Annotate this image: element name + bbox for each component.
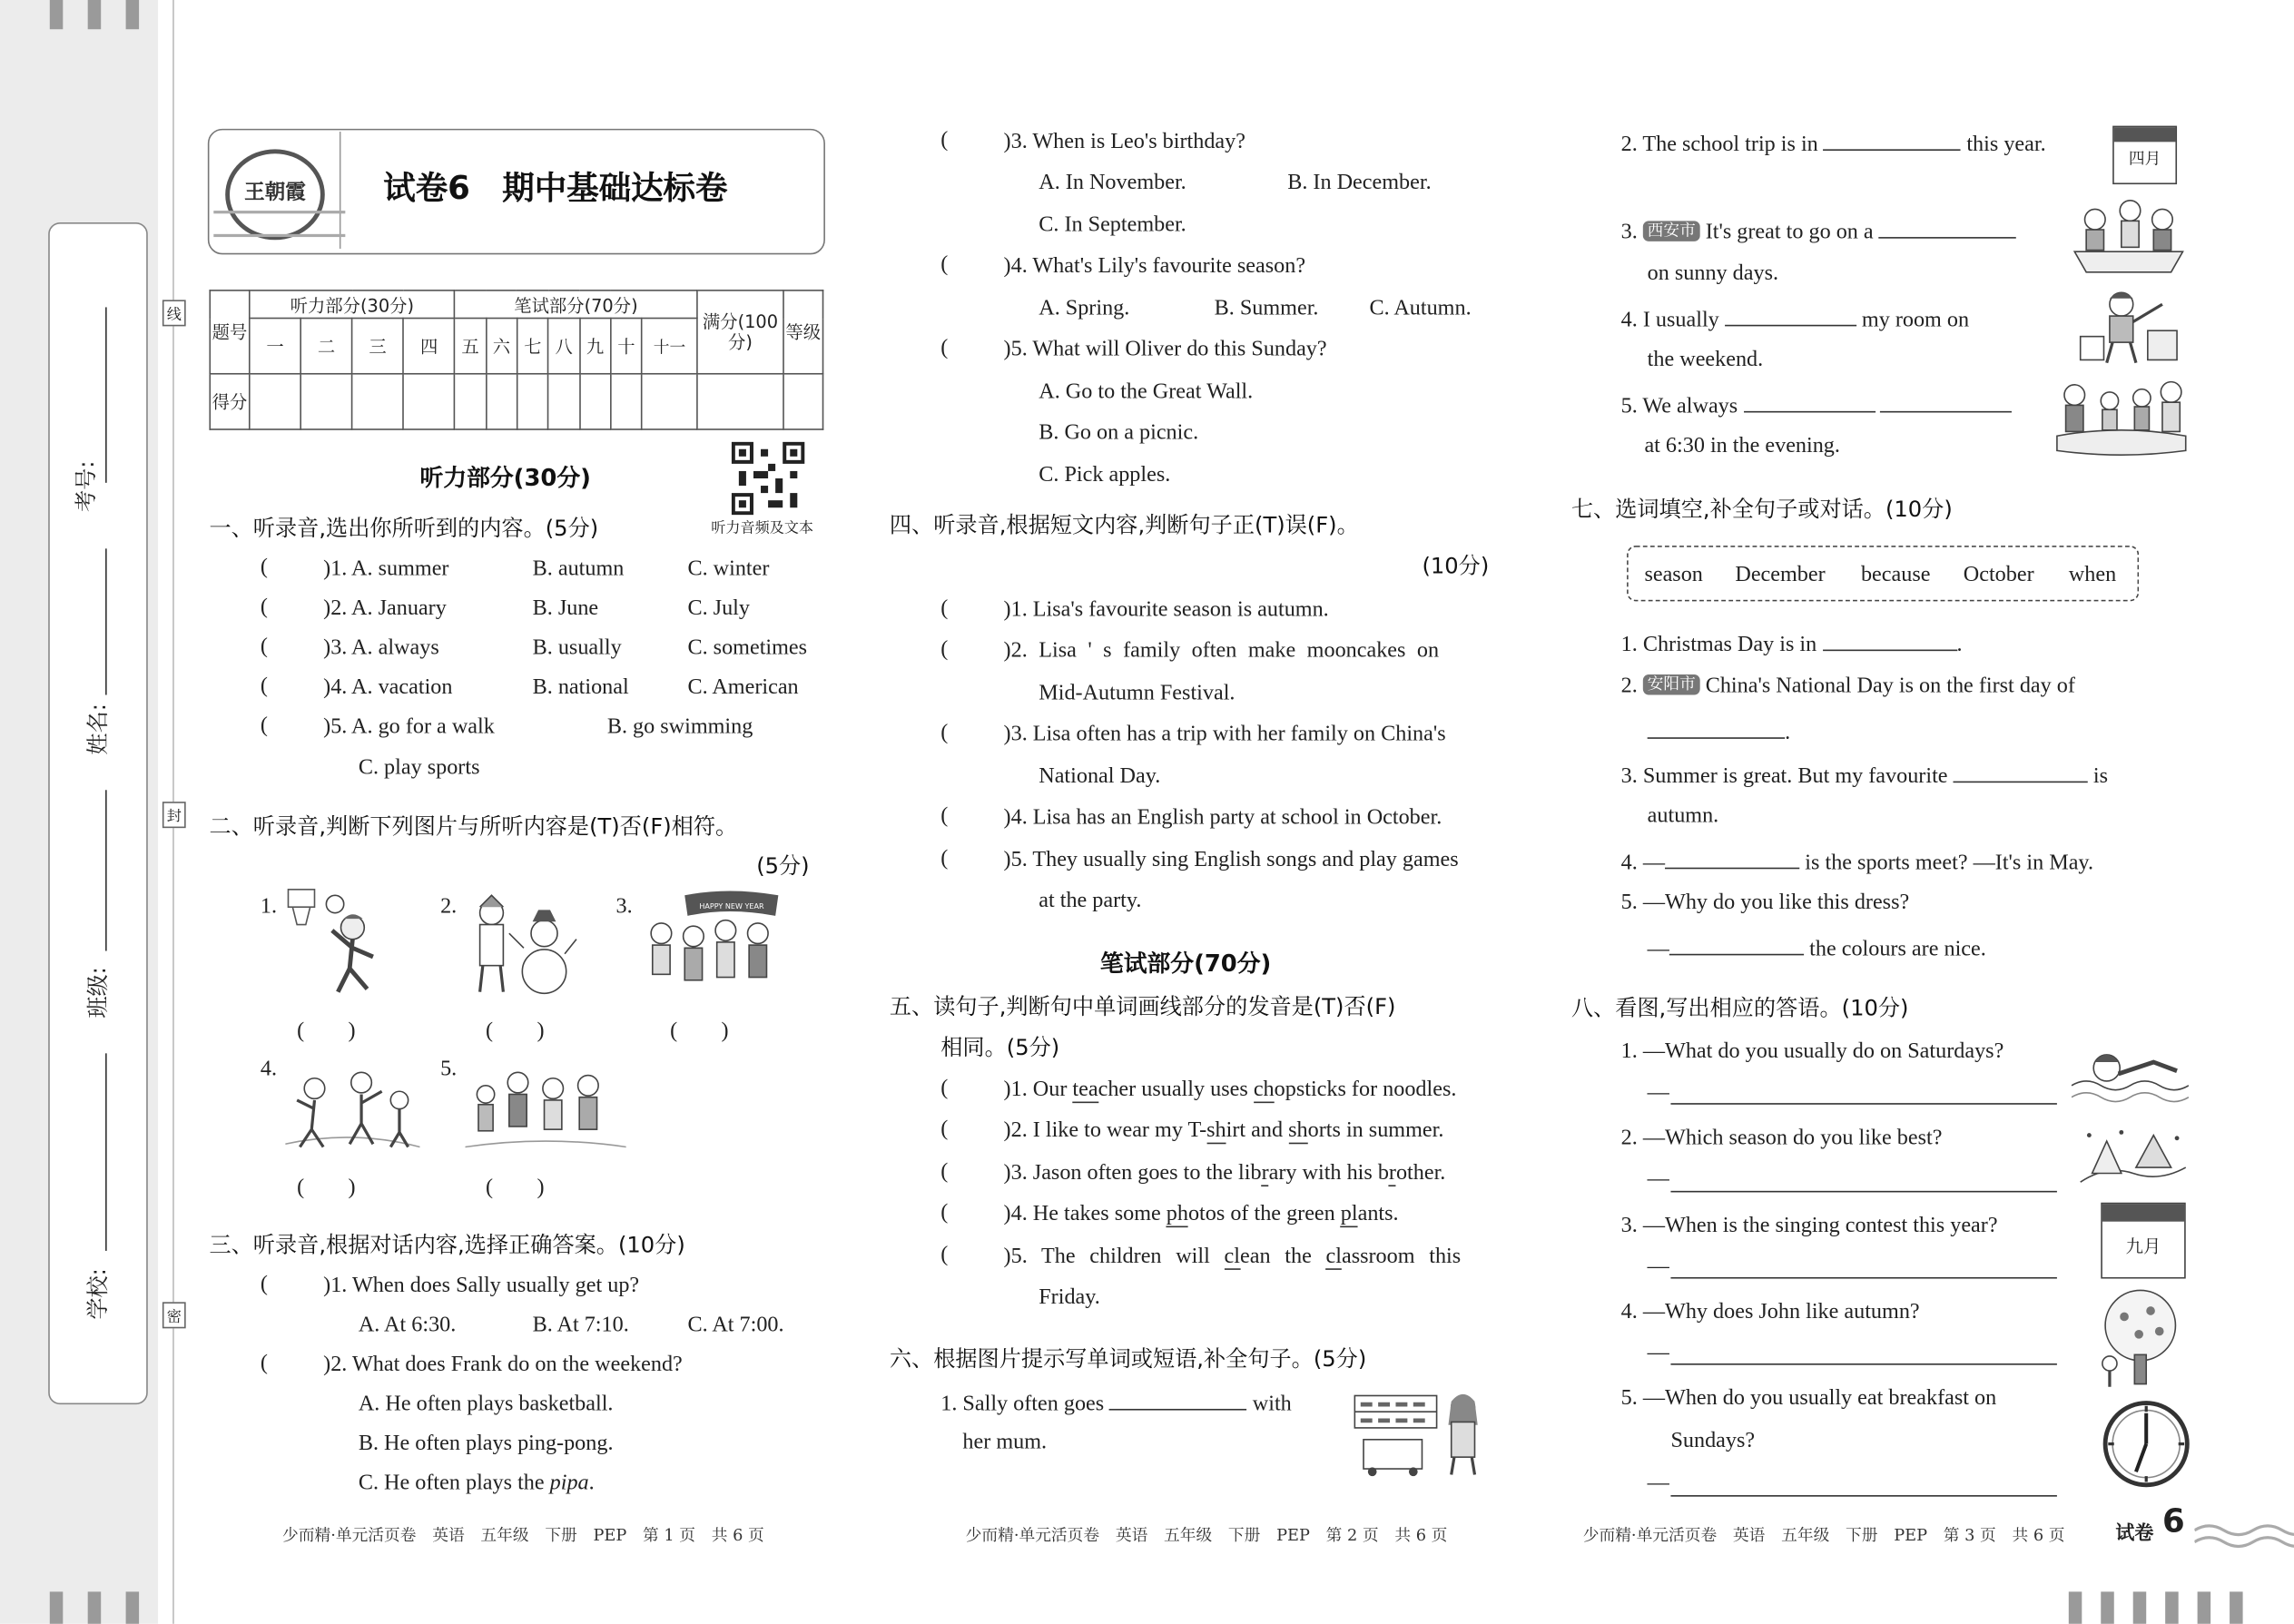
pic-number: 5. [440, 1058, 458, 1081]
s8-q5: 5. —When do you usually eat breakfast on [1620, 1386, 1997, 1411]
footer-page-3: 少而精·单元活页卷 英语 五年级 下册 PEP 第 3 页 共 6 页 [1582, 1525, 2065, 1545]
dash: — [1647, 1255, 1669, 1279]
paper-number: 6 [2161, 1503, 2185, 1541]
snowman-picture [465, 890, 582, 1000]
answer-paren[interactable]: ( [940, 804, 949, 829]
boy-basketball-picture [285, 887, 395, 1001]
s7-item-3 [1621, 761, 2108, 790]
binding-mark [2165, 1591, 2179, 1623]
calendar-top [2102, 1204, 2184, 1221]
section-5-title-cont: 相同。(5分) [940, 1034, 1060, 1061]
answer-paren[interactable]: ( [260, 674, 268, 698]
new-year-picture [641, 887, 782, 1004]
grade: 等级 [783, 290, 823, 374]
score-cell[interactable] [300, 374, 352, 429]
s5-item-3 [1004, 1160, 1446, 1186]
binding-mark [126, 1591, 140, 1623]
s3-q5-a: A. Go to the Great Wall. [1039, 380, 1254, 404]
s8-q1: 1. —What do you usually do on Saturdays? [1620, 1039, 2004, 1064]
binding-mark [88, 0, 102, 29]
s5-item-2 [1004, 1117, 1444, 1144]
s3-q2-c-text: C. He often plays the [358, 1471, 550, 1496]
binding-mark [50, 0, 64, 29]
city-badge: 西安市 [1643, 221, 1700, 241]
clock-picture [2101, 1399, 2191, 1490]
text: )5. The children will [1003, 1245, 1225, 1269]
s1-item-4: )4. A. vacation [323, 675, 453, 700]
s4-item-3-cont: National Day. [1039, 764, 1161, 789]
text: ary with his b [1268, 1161, 1389, 1186]
score-table [209, 290, 823, 430]
answer-blank[interactable] [1879, 217, 2016, 239]
text: irt and [1226, 1118, 1289, 1143]
winter-scene-picture [2077, 1124, 2188, 1191]
col-number: 四 [403, 319, 455, 374]
logo-text: 王朝霞 [244, 181, 306, 205]
pic-number: 4. [260, 1058, 277, 1081]
s3-q3: )3. When is Leo's birthday? [1003, 130, 1245, 154]
text: China's National Day is on the first day of [1705, 674, 2075, 698]
text: — [1647, 938, 1669, 961]
answer-line[interactable] [1670, 1277, 2056, 1279]
s4-item-2: )2. Lisa ' s family often make mooncakes on [1003, 639, 1440, 664]
s3-q3-a: A. In November. [1039, 171, 1186, 195]
row-label: 题号 [210, 290, 250, 374]
text: . [1956, 633, 1963, 657]
underlined-part: ph [1166, 1202, 1188, 1226]
score-cell[interactable] [352, 374, 404, 429]
answer-paren[interactable]: ( ) [486, 1176, 545, 1200]
text: )4. He takes some [1003, 1202, 1167, 1226]
supermarket-picture [1352, 1387, 1489, 1478]
col-number: 十一 [642, 319, 697, 374]
underlined-part: ch [1253, 1078, 1275, 1102]
s1-item-5-b: B. go swimming [606, 715, 753, 739]
col-number: 五 [455, 319, 486, 374]
text: 5. We always [1620, 395, 1738, 418]
score-cell[interactable] [697, 374, 783, 429]
score-cell[interactable] [783, 374, 823, 429]
binding-mark [2133, 1591, 2147, 1623]
s8-q5-cont: Sundays? [1670, 1429, 1756, 1453]
s5-item-1 [1004, 1077, 1457, 1103]
row-label: 得分 [210, 374, 250, 429]
s5-item-5 [1004, 1244, 1462, 1270]
page-title: 试卷6 期中基础达标卷 [383, 171, 728, 208]
score-cell[interactable] [455, 374, 486, 429]
answer-blank[interactable] [1665, 847, 1799, 869]
s5-item-5-cont: Friday. [1039, 1285, 1100, 1310]
text: assroom this [1341, 1245, 1462, 1269]
s7-item-3-cont: autumn. [1647, 804, 1719, 829]
score-cell[interactable] [403, 374, 455, 429]
underlined-part: sh [1288, 1118, 1308, 1143]
answer-line[interactable] [1670, 1363, 2056, 1365]
section-4-score: (10分) [1422, 553, 1490, 580]
s8-q3: 3. —When is the singing contest this year? [1620, 1214, 1998, 1238]
s3-q5-c: C. Pick apples. [1039, 463, 1171, 487]
s3-q5: )5. What will Oliver do this Sunday? [1003, 338, 1327, 362]
s8-q2: 2. —Which season do you like best? [1620, 1126, 1943, 1150]
dash: — [1647, 1167, 1669, 1191]
s1-item-5: )5. A. go for a walk [323, 715, 495, 739]
underlined-part: cl [1224, 1245, 1241, 1269]
answer-paren[interactable]: ( [940, 1077, 949, 1100]
answer-blank[interactable] [1109, 1388, 1246, 1410]
city-badge: 安阳市 [1643, 674, 1700, 695]
s1-item-3: )3. A. always [323, 636, 439, 660]
paper-label: 试卷 [2115, 1522, 2154, 1545]
answer-paren[interactable]: ( [940, 1117, 949, 1142]
s4-item-5: )5. They usually sing English songs and play games [1003, 848, 1459, 872]
section-8-title: 八、看图,写出相应的答语。(10分) [1570, 994, 1909, 1021]
col-number: 八 [548, 319, 579, 374]
s6-item-1 [940, 1388, 1292, 1417]
pic-number: 1. [260, 895, 277, 920]
s7-item-4 [1621, 847, 2093, 876]
s3-q2-c [359, 1471, 595, 1497]
word-bank-item: October [1963, 563, 2034, 587]
answer-paren[interactable]: ( [260, 1352, 268, 1375]
s1-item-1-c: C. winter [687, 557, 770, 581]
s6-item-1-cont: her mum. [962, 1431, 1048, 1454]
footer-page-1: 少而精·单元活页卷 英语 五年级 下册 PEP 第 1 页 共 6 页 [282, 1525, 764, 1545]
text: )3. Jason often goes to the lib [1003, 1161, 1262, 1186]
school-label: 学校: [84, 1268, 112, 1320]
s4-item-5-cont: at the party. [1039, 889, 1142, 913]
s1-item-1-b: B. autumn [532, 557, 625, 581]
text: )1. Our [1003, 1078, 1073, 1102]
s6-item-3-cont: on sunny days. [1647, 261, 1779, 286]
calendar-september-text: 九月 [2125, 1235, 2161, 1257]
dash: — [1647, 1080, 1669, 1105]
s1-item-3-c: C. sometimes [687, 636, 808, 660]
s7-item-1 [1621, 629, 1963, 658]
s4-item-3: )3. Lisa often has a trip with her family on China's [1003, 723, 1446, 746]
class-label: 班级: [84, 967, 112, 1019]
score-cell[interactable] [548, 374, 579, 429]
s3-q3-c: C. In September. [1039, 213, 1186, 238]
answer-paren[interactable]: ( ) [670, 1019, 729, 1044]
s3-q2-b: B. He often plays ping-pong. [358, 1432, 614, 1456]
binding-mark [2069, 1591, 2082, 1623]
binding-mark [88, 1591, 102, 1623]
answer-paren[interactable]: ( [260, 595, 268, 619]
answer-blank[interactable] [1743, 390, 1875, 412]
pic-number: 2. [440, 895, 458, 920]
underlined-part: pl [1340, 1202, 1358, 1226]
dash: — [1647, 1471, 1669, 1496]
text: 2. The school trip is in [1620, 133, 1818, 157]
text: 4. — [1620, 851, 1666, 875]
answer-paren[interactable]: ( ) [297, 1019, 356, 1044]
footer-page-2: 少而精·单元活页卷 英语 五年级 下册 PEP 第 2 页 共 6 页 [965, 1525, 1448, 1545]
text: is [2092, 764, 2109, 789]
s1-item-2-c: C. July [687, 596, 750, 621]
text: 3. [1620, 221, 1638, 245]
s3-q1-c: C. At 7:00. [687, 1314, 784, 1338]
children-gathering-picture [465, 1057, 625, 1162]
student-info-box [48, 222, 148, 1404]
pipa-word: pipa [549, 1471, 589, 1496]
word-bank-item: December [1735, 563, 1826, 587]
col-number: 十 [611, 319, 642, 374]
s1-item-4-c: C. American [687, 675, 799, 700]
s7-item-2-cont [1648, 717, 1791, 746]
logo-stripes [213, 211, 345, 237]
text: this year. [1966, 133, 2046, 157]
s1-item-3-b: B. usually [532, 636, 622, 660]
s6-item-2 [1621, 129, 2046, 158]
period: . [588, 1471, 595, 1496]
calendar-april-icon [2112, 126, 2177, 184]
underlined-part: cl [1325, 1245, 1342, 1269]
exam-no-label: 考号: [73, 460, 100, 513]
col-number: 三 [352, 319, 404, 374]
s6-item-5 [1621, 390, 2013, 419]
text: 4. I usually [1620, 309, 1719, 332]
binding-mark [126, 0, 140, 29]
text: )2. I like to wear my T- [1003, 1118, 1207, 1143]
answer-paren[interactable]: ( [940, 252, 949, 277]
s3-q2-a: A. He often plays basketball. [358, 1393, 614, 1417]
answer-paren[interactable]: ( [940, 336, 949, 360]
s3-q1-b: B. At 7:10. [532, 1314, 629, 1338]
answer-paren[interactable]: ( [940, 1243, 949, 1267]
seal-mark: 封 [162, 802, 186, 828]
name-line[interactable] [105, 548, 107, 694]
s3-q1: )1. When does Sally usually get up? [323, 1274, 640, 1298]
s6-item-5-cont: at 6:30 in the evening. [1644, 434, 1840, 458]
listen-group: 听力部分(30分) [250, 290, 455, 319]
section-2-score: (5分) [756, 852, 810, 880]
s7-item-5-cont [1648, 933, 1986, 962]
s4-item-4: )4. Lisa has an English party at school in October. [1003, 805, 1442, 830]
col-number: 二 [300, 319, 352, 374]
s1-item-5-c: C. play sports [358, 756, 480, 780]
family-dinner-picture [2051, 378, 2191, 459]
text: opsticks for noodles. [1274, 1078, 1457, 1102]
word-bank-item: because [1860, 563, 1931, 587]
section-7-title: 七、选词填空,补全句子或对话。(10分) [1570, 496, 1953, 523]
col-number: 七 [517, 319, 548, 374]
class-line[interactable] [105, 790, 107, 950]
underlined-part: r [1388, 1161, 1396, 1186]
answer-paren[interactable]: ( ) [297, 1176, 356, 1200]
text: . [1785, 721, 1791, 745]
text: 3. Summer is great. But my favourite [1620, 764, 1948, 789]
text: with [1252, 1393, 1292, 1417]
text: is the sports meet? —It's in May. [1805, 851, 2093, 875]
total-score: 满分(100分) [697, 290, 783, 374]
section-1-title: 一、听录音,选出你所听到的内容。(5分) [209, 515, 599, 542]
text: ean the [1240, 1245, 1326, 1269]
s3-q3-b: B. In December. [1287, 171, 1432, 195]
swimming-picture [2069, 1041, 2189, 1108]
s8-q4: 4. —Why does John like autumn? [1620, 1300, 1920, 1324]
s4-item-1: )1. Lisa's favourite season is autumn. [1003, 598, 1329, 622]
writing-title: 笔试部分(70分) [1099, 949, 1272, 978]
score-cell[interactable] [611, 374, 642, 429]
s3-q1-a: A. At 6:30. [358, 1314, 457, 1338]
answer-paren[interactable]: ( [940, 1159, 949, 1184]
word-bank-item: season [1644, 563, 1703, 587]
banner-text: HAPPY NEW YEAR [699, 901, 764, 910]
text: other. [1395, 1161, 1446, 1186]
answer-blank[interactable] [1954, 761, 2088, 782]
exam-no-line[interactable] [105, 307, 107, 482]
write-group: 笔试部分(70分) [455, 290, 697, 319]
s5-item-4 [1004, 1201, 1399, 1227]
s6-item-4-cont: the weekend. [1647, 348, 1764, 372]
col-number: 六 [486, 319, 517, 374]
seal-mark: 密 [162, 1302, 186, 1328]
answer-paren[interactable]: ( [260, 1273, 268, 1296]
text: orts in summer. [1307, 1118, 1444, 1143]
calendar-september-icon [2101, 1203, 2185, 1279]
dash: — [1647, 1341, 1669, 1365]
answer-paren[interactable]: ( [940, 128, 949, 153]
word-bank-item: when [2068, 563, 2117, 587]
qr-code[interactable] [732, 442, 805, 516]
section-6-title: 六、根据图片提示写单词或短语,补全句子。(5分) [889, 1345, 1367, 1373]
underlined-part: tea [1072, 1078, 1098, 1102]
calendar-april-text: 四月 [2128, 149, 2161, 169]
listening-title: 听力部分(30分) [419, 463, 591, 492]
s1-item-1: )1. A. summer [323, 557, 449, 581]
score-cell[interactable] [642, 374, 697, 429]
pic-number: 3. [615, 895, 633, 920]
s1-item-2-b: B. June [532, 596, 599, 621]
text: 1. Christmas Day is in [1620, 633, 1817, 657]
score-cell[interactable] [579, 374, 610, 429]
s3-q5-b: B. Go on a picnic. [1039, 421, 1199, 445]
binding-mark [2230, 1591, 2243, 1623]
answer-paren[interactable]: ( [260, 714, 268, 738]
s3-q4-a: A. Spring. [1039, 297, 1130, 320]
s7-item-2 [1621, 673, 2075, 699]
text: 2. [1620, 674, 1638, 698]
answer-line[interactable] [1670, 1103, 2056, 1105]
answer-line[interactable] [1670, 1495, 2056, 1497]
qr-caption: 听力音频及文本 [711, 520, 814, 537]
calendar-top [2114, 127, 2176, 142]
col-number: 一 [250, 319, 301, 374]
s6-item-3 [1621, 217, 2017, 246]
binding-mark [50, 1591, 64, 1623]
s3-q2: )2. What does Frank do on the weekend? [323, 1353, 683, 1377]
col-number: 九 [579, 319, 610, 374]
section-4-title: 四、听录音,根据短文内容,判断句子正(T)误(F)。 [889, 512, 1359, 539]
s1-item-4-b: B. national [532, 675, 629, 700]
children-playing-picture [285, 1057, 419, 1162]
text: cher usually uses [1098, 1078, 1254, 1102]
answer-paren[interactable]: ( [940, 721, 949, 745]
s1-item-2: )2. A. January [323, 596, 447, 621]
cleaning-picture [2077, 287, 2182, 369]
text: ants. [1357, 1202, 1399, 1226]
s4-item-2-cont: Mid-Autumn Festival. [1039, 682, 1236, 705]
answer-paren[interactable]: ( [260, 635, 268, 659]
answer-blank[interactable] [1822, 629, 1956, 651]
section-2-title: 二、听录音,判断下列图片与所听内容是(T)否(F)相符。 [209, 813, 738, 841]
answer-blank[interactable] [1824, 129, 1961, 151]
wave-decoration [2194, 1521, 2294, 1557]
answer-paren[interactable]: ( [940, 1201, 949, 1225]
s6-item-4 [1621, 304, 1969, 333]
score-cell[interactable] [517, 374, 548, 429]
answer-blank[interactable] [1880, 390, 2012, 412]
binding-mark [2198, 1591, 2211, 1623]
section-3-title: 三、听录音,根据对话内容,选择正确答案。(10分) [209, 1231, 685, 1258]
underlined-part: sh [1206, 1118, 1226, 1143]
s3-q4-c: C. Autumn. [1369, 297, 1472, 320]
answer-paren[interactable]: ( [940, 637, 949, 662]
s3-q4: )4. What's Lily's favourite season? [1003, 254, 1306, 279]
answer-blank[interactable] [1725, 304, 1856, 326]
s7-item-5: 5. —Why do you like this dress? [1620, 891, 1910, 915]
answer-line[interactable] [1670, 1191, 2056, 1193]
seal-mark: 线 [162, 300, 186, 326]
section-5-title: 五、读句子,判断句中单词画线部分的发音是(T)否(F) [889, 993, 1396, 1020]
answer-blank[interactable] [1669, 933, 1804, 955]
answer-paren[interactable]: ( [260, 556, 268, 580]
s3-q4-b: B. Summer. [1214, 297, 1319, 320]
school-line[interactable] [105, 1053, 107, 1251]
text: It's great to go on a [1705, 221, 1874, 245]
answer-paren[interactable]: ( [940, 596, 949, 621]
text: the colours are nice. [1809, 938, 1986, 961]
answer-blank[interactable] [1648, 717, 1785, 739]
answer-paren[interactable]: ( ) [486, 1019, 545, 1044]
autumn-tree-picture [2089, 1287, 2191, 1390]
underlined-part: r [1261, 1161, 1269, 1186]
answer-paren[interactable]: ( [940, 847, 949, 871]
binding-mark [2101, 1591, 2114, 1623]
picnic-picture [2069, 193, 2189, 278]
text: 1. Sally often goes [940, 1393, 1105, 1417]
text: my room on [1861, 309, 1970, 332]
name-label: 姓名: [84, 704, 112, 755]
score-cell[interactable] [486, 374, 517, 429]
text: otos of the green [1187, 1202, 1341, 1226]
score-cell[interactable] [250, 374, 301, 429]
